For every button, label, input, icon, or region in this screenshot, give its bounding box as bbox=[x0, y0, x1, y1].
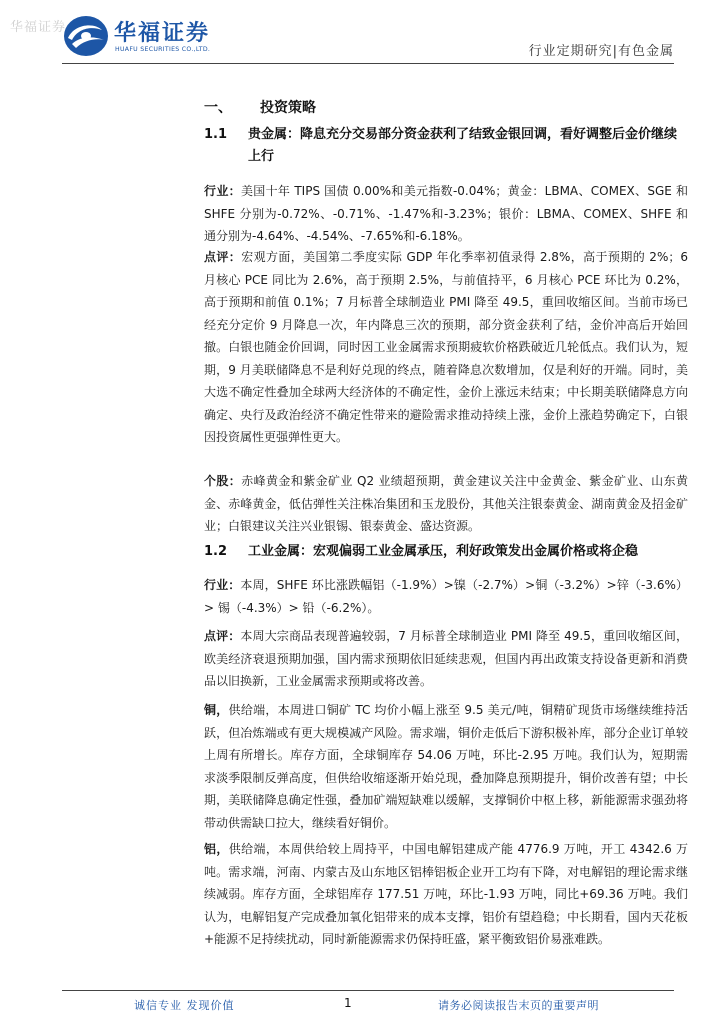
paragraph-copper bbox=[204, 699, 688, 834]
paragraph-comment-base bbox=[204, 625, 688, 693]
section-number: 一、 bbox=[204, 100, 232, 116]
footer-slogan: 诚信专业 发现价值 bbox=[134, 999, 235, 1012]
brand-name-en: HUAFU SECURITIES CO.,LTD. bbox=[115, 46, 211, 53]
paragraph-text: 供给端，本周进口铜矿 TC 均价小幅上涨至 9.5 美元/吨，铜精矿现货市场继续维持活跃，但冶炼端或有更大规模减产风险。需求端，铜价走低后下游积极补库，部分企业订单较上周有所增长。库存方面，全球铜库存 54.06 万吨，环比-2.95 万吨。我们认为，短期需求淡季限制反弹高度，但供给收缩逐渐开始兑现，叠加降息预期提升，铜价改善有望；中长期，美联储降息确定性强，叠加矿端短缺难以缓解，支撑铜价中枢上移，新能源需求强劲将带动供需缺口拉大，继续看好铜价。 bbox=[204, 703, 688, 830]
subsection-title: 贵金属：降息充分交易部分资金获利了结致金银回调，看好调整后金价继续上行 bbox=[248, 127, 678, 164]
paragraph-aluminum bbox=[204, 838, 688, 951]
brand-logo-icon bbox=[62, 14, 110, 58]
page-number: 1 bbox=[344, 996, 352, 1010]
header-divider bbox=[62, 63, 674, 64]
paragraph-industry-base bbox=[204, 574, 688, 619]
report-category: 行业定期研究|有色金属 bbox=[528, 44, 674, 59]
brand-logo bbox=[62, 14, 262, 60]
brand-name-cn: 华福证券 bbox=[114, 21, 211, 46]
paragraph-text: 供给端，本周供给较上周持平，中国电解铝建成产能 4776.9 万吨，开工 4342.6 万吨。需求端，河南、内蒙古及山东地区铝棒铝板企业开工均有下降，对电解铝的理论需求继续减弱。库存方面，全球铝库存 177.51 万吨，环比-1.93 万吨，同比+69.36 万吨。我们认为，电解铝复产完成叠加氧化铝带来的成本支撑，铝价有望趋稳；中长期看，国内天花板+能源不足持续扰动，同时新能源需求仍保持旺盛，紧平衡致铝价易涨难跌。 bbox=[204, 842, 688, 946]
paragraph-industry bbox=[204, 180, 688, 248]
paragraph-lead: 点评： bbox=[204, 629, 241, 643]
paragraph-text: 本周，SHFE 环比涨跌幅铝（-1.9%）>镍（-2.7%）>铜（-3.2%）>锌（-3.6%）> 锡（-4.3%）> 铅（-6.2%）。 bbox=[204, 578, 688, 615]
watermark-text: 华福证券 bbox=[10, 20, 67, 35]
footer-disclaimer: 请务必阅读报告末页的重要声明 bbox=[438, 999, 599, 1012]
subsection-heading-1-1 bbox=[204, 124, 688, 168]
paragraph-lead: 个股： bbox=[204, 474, 242, 488]
subsection-title: 工业金属：宏观偏弱工业金属承压，利好政策发出金属价格或将企稳 bbox=[248, 544, 639, 559]
paragraph-text: 本周大宗商品表现普遍较弱，7 月标普全球制造业 PMI 降至 49.5，重回收缩区间，欧美经济衰退预期加强，国内需求预期依旧延续悲观，但国内再出政策支持设备更新和消费品以旧换新，工业金属需求预期或将改善。 bbox=[204, 629, 688, 688]
paragraph-lead: 铝， bbox=[204, 842, 229, 856]
subsection-number: 1.2 bbox=[204, 544, 228, 559]
subsection-heading-1-2 bbox=[204, 541, 688, 563]
subsection-number: 1.1 bbox=[204, 127, 228, 142]
paragraph-lead: 铜， bbox=[204, 703, 229, 717]
section-heading bbox=[204, 97, 316, 117]
paragraph-text: 赤峰黄金和紫金矿业 Q2 业绩超预期，黄金建议关注中金黄金、紫金矿业、山东黄金、赤峰黄金，低估弹性关注株冶集团和玉龙股份，其他关注银泰黄金、湖南黄金及招金矿业；白银建议关注兴业银锡、银泰黄金、盛达资源。 bbox=[204, 474, 688, 533]
paragraph-lead: 行业： bbox=[204, 578, 241, 592]
paragraph-text: 美国十年 TIPS 国债 0.00%和美元指数-0.04%；黄金：LBMA、COMEX、SGE 和 SHFE 分别为-0.72%、-0.71%、-1.47%和-3.23%；银价：LBMA、COMEX、SHFE 和通分别为-4.64%、-4.54%、-7.65%和-6.18%。 bbox=[204, 184, 688, 243]
paragraph-lead: 点评： bbox=[204, 250, 242, 264]
paragraph-lead: 行业： bbox=[204, 184, 241, 198]
footer-divider bbox=[62, 990, 674, 991]
paragraph-stocks bbox=[204, 470, 688, 538]
paragraph-comment-precious bbox=[204, 246, 688, 449]
paragraph-text: 宏观方面，美国第二季度实际 GDP 年化季率初值录得 2.8%，高于预期的 2%；6 月核心 PCE 同比为 2.6%，高于预期 2.5%，与前值持平，6 月核心 PCE 环比为 0.2%，高于预期和前值 0.1%；7 月标普全球制造业 PMI 降至 49.5，重回收缩区间。当前市场已经充分定价 9 月降息一次，年内降息三次的预期，部分资金获利了结，金价冲高后开始回撤。白银也随金价回调，同时因工业金属需求预期疲软价格跌破近几轮低点。我们认为，短期，9 月美联储降息不是利好兑现的终点，随着降息次数增加，仅是利好的开端。同时，美大选不确定性叠加全球两大经济体的不确定性，金价上涨远未结束；中长期美联储降息方向确定、央行及政治经济不确定性带来的避险需求推动持续上涨，金价上涨趋势确定下，白银因投资属性更强弹性更大。 bbox=[204, 250, 688, 444]
section-title: 投资策略 bbox=[260, 100, 316, 116]
